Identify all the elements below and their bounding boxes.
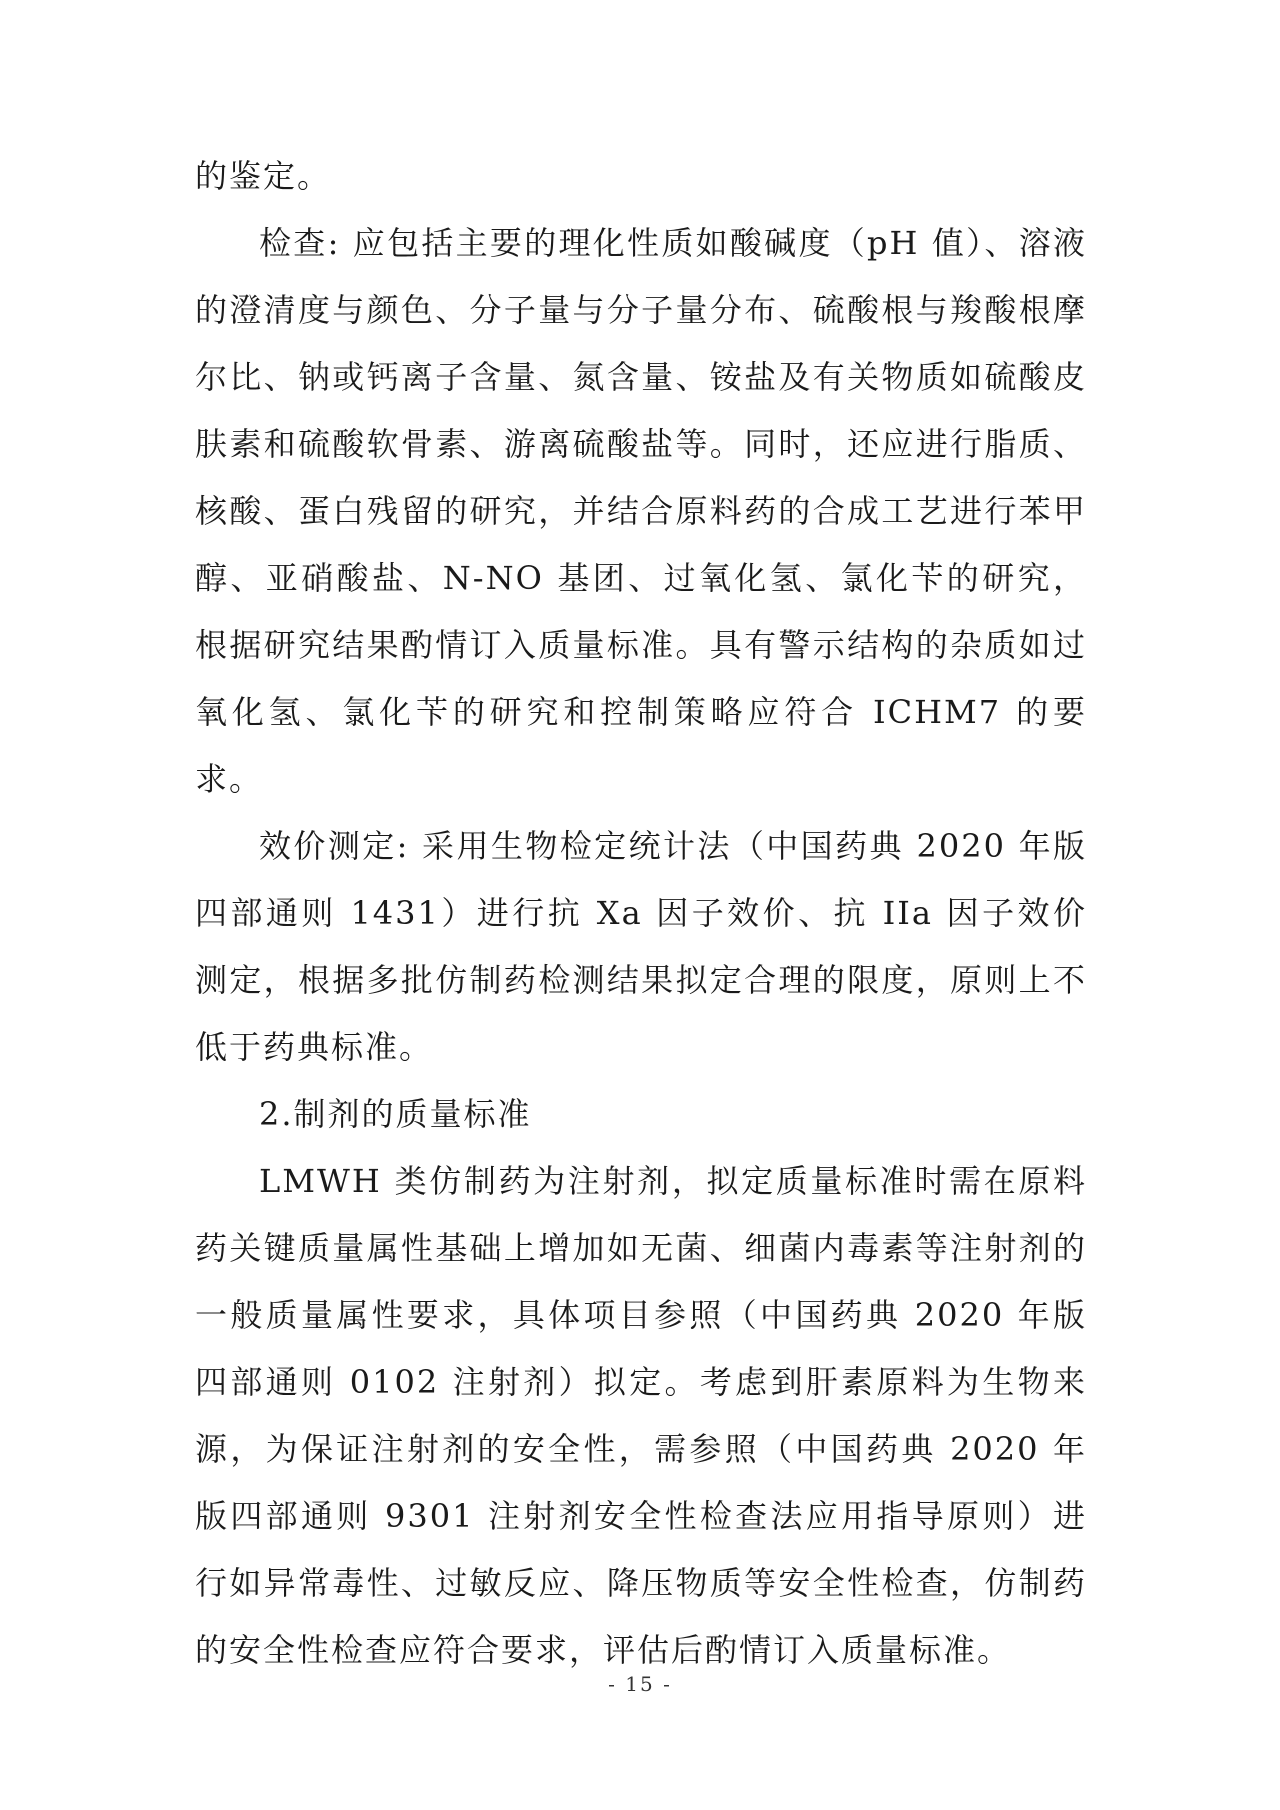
paragraph-continuation: 的鉴定。: [195, 157, 332, 195]
paragraph-potency-assay: 效价测定: 采用生物检定统计法（中国药典 2020 年版四部通则 1431）进行抗 Xa 因子效价、抗 IIa 因子效价测定，根据多批仿制药检测结果拟定合理的限度，原则上不低于药典标准。: [195, 827, 1087, 1066]
section-heading-formulation-standard: 2.制剂的质量标准: [259, 1095, 532, 1133]
paragraph-inspection: 检查: 应包括主要的理化性质如酸碱度（pH 值）、溶液的澄清度与颜色、分子量与分子量分布、硫酸根与羧酸根摩尔比、钠或钙离子含量、氮含量、铵盐及有关物质如硫酸皮肤素和硫酸软骨素、游离硫酸盐等。同时，还应进行脂质、核酸、蛋白残留的研究，并结合原料药的合成工艺进行苯甲醇、亚硝酸盐、N-NO 基团、过氧化氢、氯化苄的研究，根据研究结果酌情订入质量标准。具有警示结构的杂质如过氧化氢、氯化苄的研究和控制策略应符合 ICHM7 的要求。: [195, 224, 1087, 798]
page-number: - 15 -: [608, 1672, 672, 1696]
body-text: [195, 143, 1087, 1684]
paragraph-formulation-standard: LMWH 类仿制药为注射剂，拟定质量标准时需在原料药关键质量属性基础上增加如无菌、细菌内毒素等注射剂的一般质量属性要求，具体项目参照（中国药典 2020 年版四部通则 0102 注射剂）拟定。考虑到肝素原料为生物来源，为保证注射剂的安全性，需参照（中国药典 2020 年版四部通则 9301 注射剂安全性检查法应用指导原则）进行如异常毒性、过敏反应、降压物质等安全性检查，仿制药的安全性检查应符合要求，评估后酌情订入质量标准。: [195, 1162, 1087, 1669]
